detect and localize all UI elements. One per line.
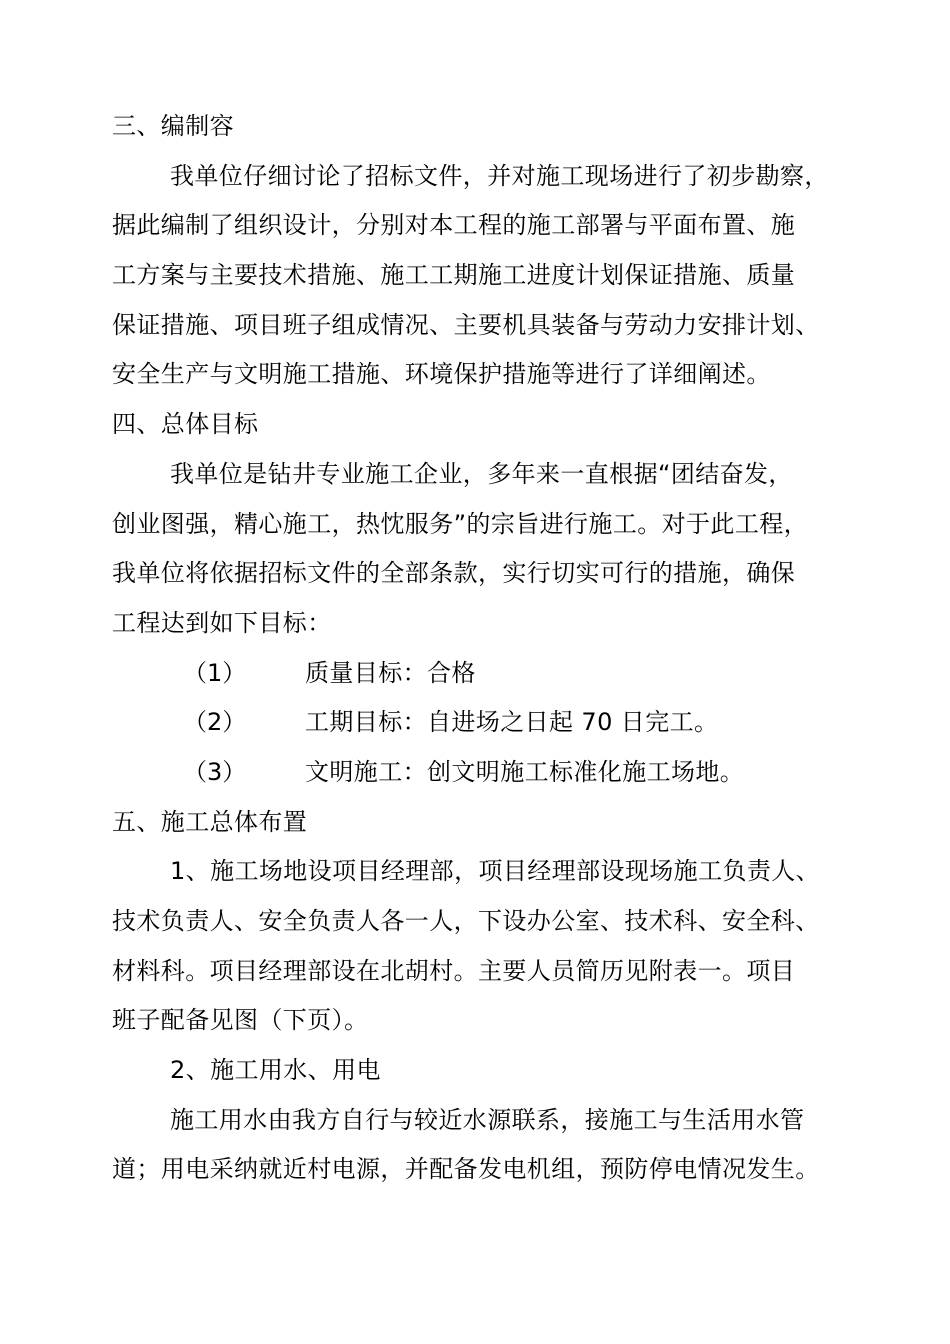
paragraph-line: 工程达到如下目标：: [112, 609, 332, 637]
paragraph-line: 我单位是钻井专业施工企业，多年来一直根据“团结奋发，: [170, 460, 793, 488]
paragraph-line: 施工用水由我方自行与较近水源联系，接施工与生活用水管: [170, 1106, 805, 1134]
paragraph-line: 我单位将依据招标文件的全部条款，实行切实可行的措施，确保: [112, 559, 796, 587]
paragraph-line: 创业图强，精心施工，热忱服务”的宗旨进行施工。对于此工程，: [112, 510, 809, 538]
paragraph-line: 道；用电采纳就近村电源，并配备发电机组，预防停电情况发生。: [112, 1155, 820, 1183]
paragraph-line: 材料科。项目经理部设在北胡村。主要人员简历见附表一。项目: [112, 957, 796, 985]
goal-item-text: 工期目标：自进场之日起 70 日完工。: [305, 708, 719, 736]
paragraph-line: 我单位仔细讨论了招标文件，并对施工现场进行了初步勘察，: [170, 162, 829, 190]
goal-item-number: （1）: [183, 659, 247, 687]
paragraph-line: 技术负责人、安全负责人各一人，下设办公室、技术科、安全科、: [112, 907, 820, 935]
paragraph-line: 据此编制了组织设计，分别对本工程的施工部署与平面布置、施: [112, 211, 796, 239]
subsection-heading: 2、施工用水、用电: [170, 1056, 381, 1084]
section-heading-3: 三、编制容: [112, 112, 234, 140]
goal-item-number: （3）: [183, 758, 247, 786]
paragraph-line: 1、施工场地设项目经理部，项目经理部设现场施工负责人、: [170, 857, 821, 885]
goal-item-text: 质量目标：合格: [305, 659, 476, 687]
paragraph-line: 保证措施、项目班子组成情况、主要机具装备与劳动力安排计划、: [112, 311, 820, 339]
goal-item-text: 文明施工：创文明施工标准化施工场地。: [305, 758, 745, 786]
paragraph-line: 工方案与主要技术措施、施工工期施工进度计划保证措施、质量: [112, 261, 796, 289]
paragraph-line: 安全生产与文明施工措施、环境保护措施等进行了详细阐述。: [112, 360, 771, 388]
section-heading-4: 四、总体目标: [112, 410, 259, 438]
section-heading-5: 五、施工总体布置: [112, 808, 308, 836]
paragraph-line: 班子配备见图（下页）。: [112, 1006, 369, 1034]
goal-item-number: （2）: [183, 708, 247, 736]
